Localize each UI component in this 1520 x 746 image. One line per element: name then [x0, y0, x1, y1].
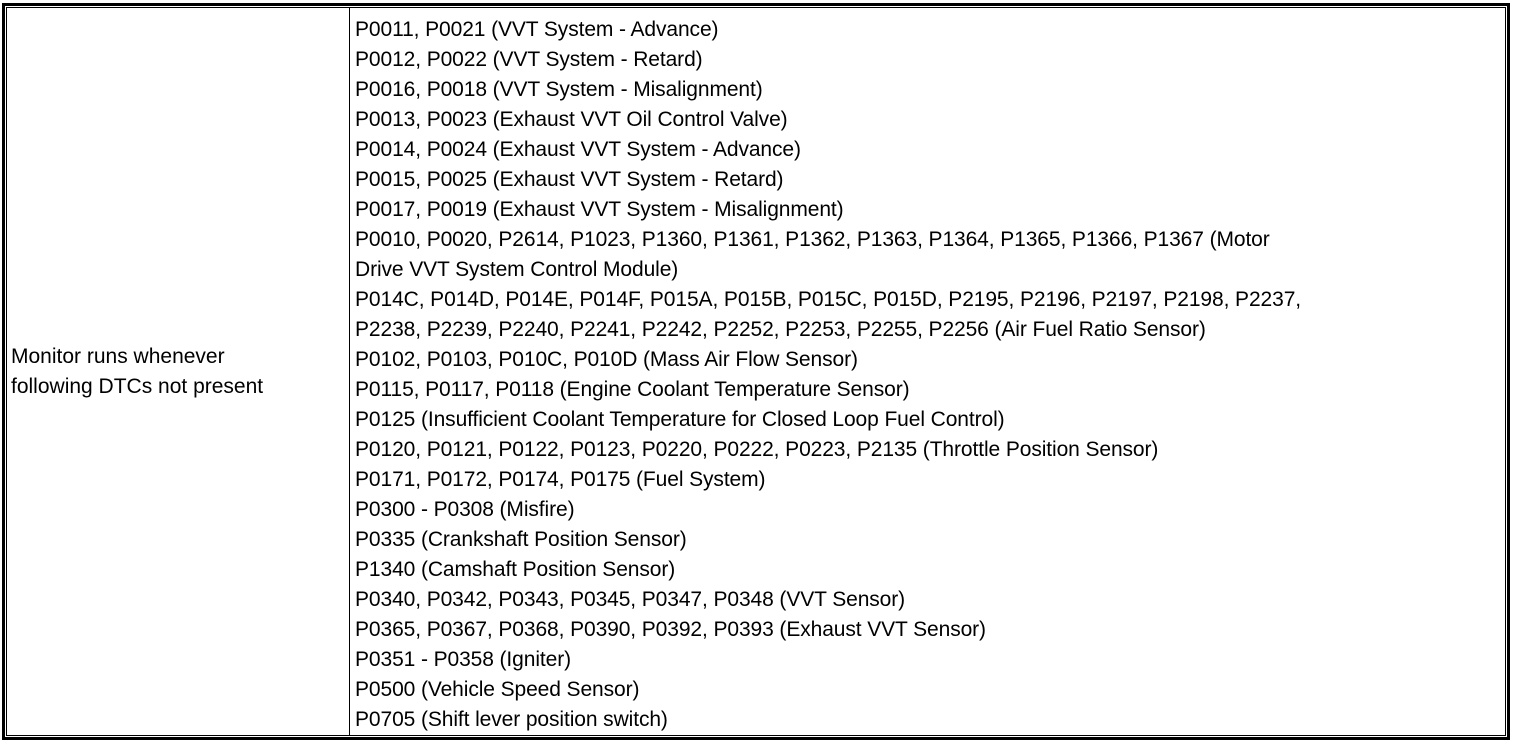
dtc-list-item: P0115, P0117, P0118 (Engine Coolant Temperature Sensor): [355, 377, 910, 401]
dtc-list-item: P0351 - P0358 (Igniter): [355, 647, 571, 671]
dtc-list-item: P0012, P0022 (VVT System - Retard): [355, 47, 703, 71]
dtc-list-item: P1340 (Camshaft Position Sensor): [355, 557, 676, 581]
dtc-list-cell: [350, 8, 1506, 736]
dtc-list-item: Drive VVT System Control Module): [355, 257, 679, 281]
dtc-list-item: P0016, P0018 (VVT System - Misalignment): [355, 77, 763, 101]
dtc-list-item: P0171, P0172, P0174, P0175 (Fuel System): [355, 467, 766, 491]
dtc-list-item: P0365, P0367, P0368, P0390, P0392, P0393 (Exhaust VVT Sensor): [355, 617, 986, 641]
dtc-code-list: [350, 9, 1505, 735]
dtc-list-item: P0102, P0103, P010C, P010D (Mass Air Flow Sensor): [355, 347, 858, 371]
condition-label: [7, 342, 349, 402]
dtc-list-item: P0705 (Shift lever position switch): [355, 707, 668, 731]
condition-label-line: Monitor runs whenever: [11, 344, 225, 368]
dtc-condition-table: [6, 7, 1506, 736]
dtc-list-item: P0335 (Crankshaft Position Sensor): [355, 527, 687, 551]
dtc-list-item: P0500 (Vehicle Speed Sensor): [355, 677, 640, 701]
dtc-list-item: P014C, P014D, P014E, P014F, P015A, P015B, P015C, P015D, P2195, P2196, P2197, P2198, P2237,: [355, 287, 1302, 311]
condition-label-cell: [7, 8, 350, 736]
dtc-list-item: P0014, P0024 (Exhaust VVT System - Advance): [355, 137, 801, 161]
dtc-list-item: P0011, P0021 (VVT System - Advance): [355, 17, 719, 41]
dtc-list-item: P0013, P0023 (Exhaust VVT Oil Control Valve): [355, 107, 788, 131]
dtc-list-item: P0125 (Insufficient Coolant Temperature for Closed Loop Fuel Control): [355, 407, 1005, 431]
dtc-list-item: P0300 - P0308 (Misfire): [355, 497, 575, 521]
dtc-list-item: P0010, P0020, P2614, P1023, P1360, P1361, P1362, P1363, P1364, P1365, P1366, P1367 (Motor: [355, 227, 1270, 251]
dtc-list-item: P0340, P0342, P0343, P0345, P0347, P0348 (VVT Sensor): [355, 587, 906, 611]
dtc-list-item: P0120, P0121, P0122, P0123, P0220, P0222, P0223, P2135 (Throttle Position Sensor): [355, 437, 1159, 461]
dtc-list-item: P2238, P2239, P2240, P2241, P2242, P2252, P2253, P2255, P2256 (Air Fuel Ratio Sensor): [355, 317, 1206, 341]
dtc-list-item: P0015, P0025 (Exhaust VVT System - Retard): [355, 167, 784, 191]
table-row: [7, 8, 1506, 736]
condition-label-line: following DTCs not present: [11, 374, 264, 398]
dtc-list-item: P0017, P0019 (Exhaust VVT System - Misalignment): [355, 197, 844, 221]
